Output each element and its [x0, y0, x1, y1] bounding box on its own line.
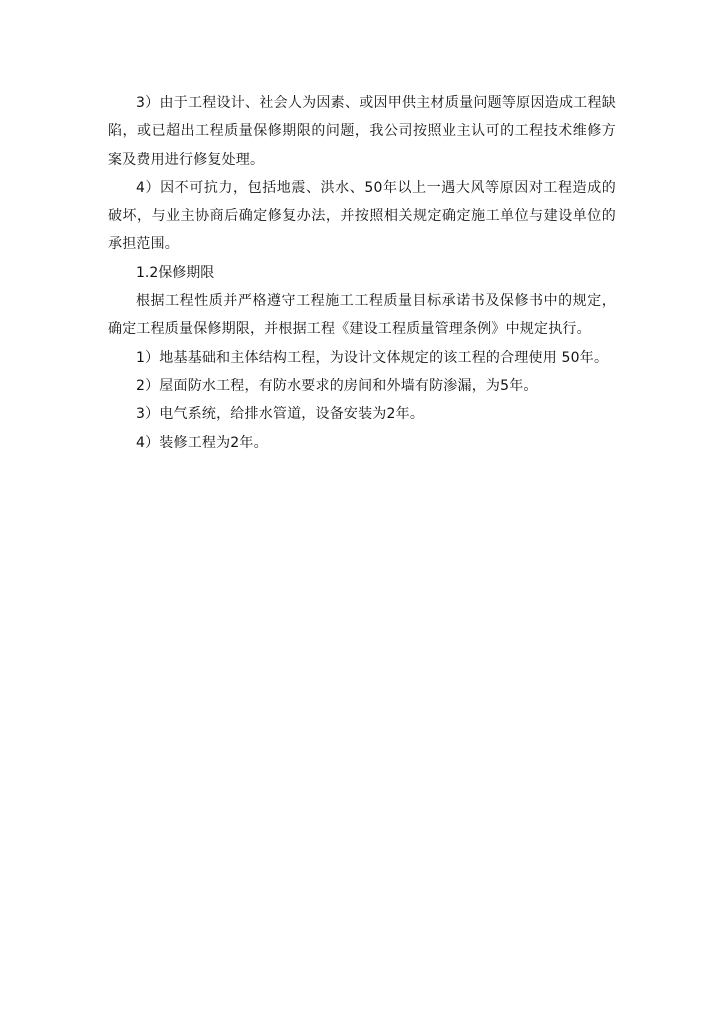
document-body: [108, 89, 616, 457]
paragraph-item-3: 3）由于工程设计、社会人为因素、或因甲供主材质量问题等原因造成工程缺陷，或已超出工程质量保修期限的问题，我公司按照业主认可的工程技术维修方案及费用进行修复处理。: [108, 95, 616, 168]
warranty-item-2: 2）屋面防水工程，有防水要求的房间和外墙有防渗漏，为5年。: [136, 377, 538, 394]
warranty-item-1: 1）地基基础和主体结构工程，为设计文体规定的该工程的合理使用 50年。: [136, 349, 609, 366]
section-heading: 1.2保修期限: [136, 264, 215, 281]
intro-paragraph: 根据工程性质并严格遵守工程施工工程质量目标承诺书及保修书中的规定，确定工程质量保修期限，并根据工程《建设工程质量管理条例》中规定执行。: [108, 293, 616, 338]
warranty-item-3: 3）电气系统，给排水管道，设备安装为2年。: [136, 406, 425, 423]
paragraph-item-4: 4）因不可抗力，包括地震、洪水、50年以上一遇大风等原因对工程造成的破坏，与业主协商后确定修复办法，并按照相关规定确定施工单位与建设单位的承担范围。: [108, 179, 616, 253]
warranty-item-4: 4）装修工程为2年。: [136, 434, 268, 451]
